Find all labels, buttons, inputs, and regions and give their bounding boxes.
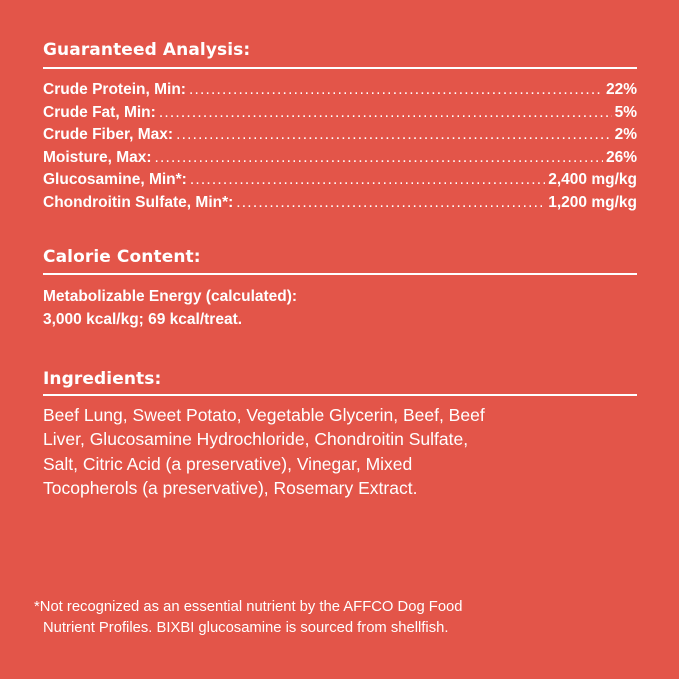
dot-leader — [155, 149, 603, 167]
ingredients-line: Liver, Glucosamine Hydrochloride, Chondroitin Sulfate, — [43, 429, 469, 450]
analysis-value: 1,200 mg/kg — [548, 193, 637, 211]
analysis-label: Crude Protein, Min: — [43, 81, 186, 98]
analysis-value: 26% — [605, 148, 637, 166]
guaranteed-analysis-divider — [43, 67, 637, 69]
calorie-content-divider — [43, 273, 637, 275]
ingredients-line: Beef Lung, Sweet Potato, Vegetable Glycerin, Beef, Beef — [43, 405, 485, 425]
dot-leader — [236, 194, 545, 212]
analysis-label: Chondroitin Sulfate, Min*: — [43, 193, 234, 211]
analysis-row-crude-fiber — [43, 124, 637, 147]
ingredients-line: Salt, Citric Acid (a preservative), Vinegar, Mixed — [43, 453, 413, 474]
ingredients-list — [43, 403, 643, 500]
dot-leader — [190, 171, 545, 189]
guaranteed-analysis-table — [43, 79, 637, 215]
ingredients-divider — [43, 394, 637, 396]
analysis-value: 2% — [614, 126, 637, 144]
nutrition-info-panel — [34, 0, 637, 679]
dot-leader — [176, 126, 612, 144]
dot-leader — [189, 81, 603, 99]
analysis-row-chondroitin-sulfate — [43, 192, 637, 215]
analysis-value: 5% — [614, 103, 637, 121]
analysis-row-moisture — [43, 147, 637, 170]
analysis-row-crude-fat — [43, 102, 637, 125]
analysis-value: 22% — [605, 81, 637, 98]
footnote — [34, 597, 634, 639]
ingredients-line: Tocopherols (a preservative), Rosemary Extract. — [43, 477, 418, 498]
footnote-line: Nutrient Profiles. BIXBI glucosamine is sourced from shellfish. — [43, 620, 449, 636]
calorie-content-heading: Calorie Content: — [43, 247, 201, 267]
analysis-label: Crude Fat, Min: — [43, 103, 156, 121]
analysis-label: Moisture, Max: — [43, 148, 152, 166]
calorie-value: 3,000 kcal/kg; 69 kcal/treat. — [43, 311, 243, 328]
analysis-label: Glucosamine, Min*: — [43, 171, 187, 189]
guaranteed-analysis-heading: Guaranteed Analysis: — [43, 40, 251, 60]
analysis-value: 2,400 mg/kg — [548, 171, 637, 189]
footnote-line: *Not recognized as an essential nutrient by the AFFCO Dog Food — [34, 599, 463, 615]
analysis-row-glucosamine — [43, 169, 637, 192]
analysis-label: Crude Fiber, Max: — [43, 126, 174, 144]
metabolizable-energy-label: Metabolizable Energy (calculated): — [43, 288, 298, 305]
analysis-row-crude-protein — [43, 79, 637, 102]
dot-leader — [159, 104, 612, 122]
ingredients-heading: Ingredients: — [43, 369, 162, 389]
